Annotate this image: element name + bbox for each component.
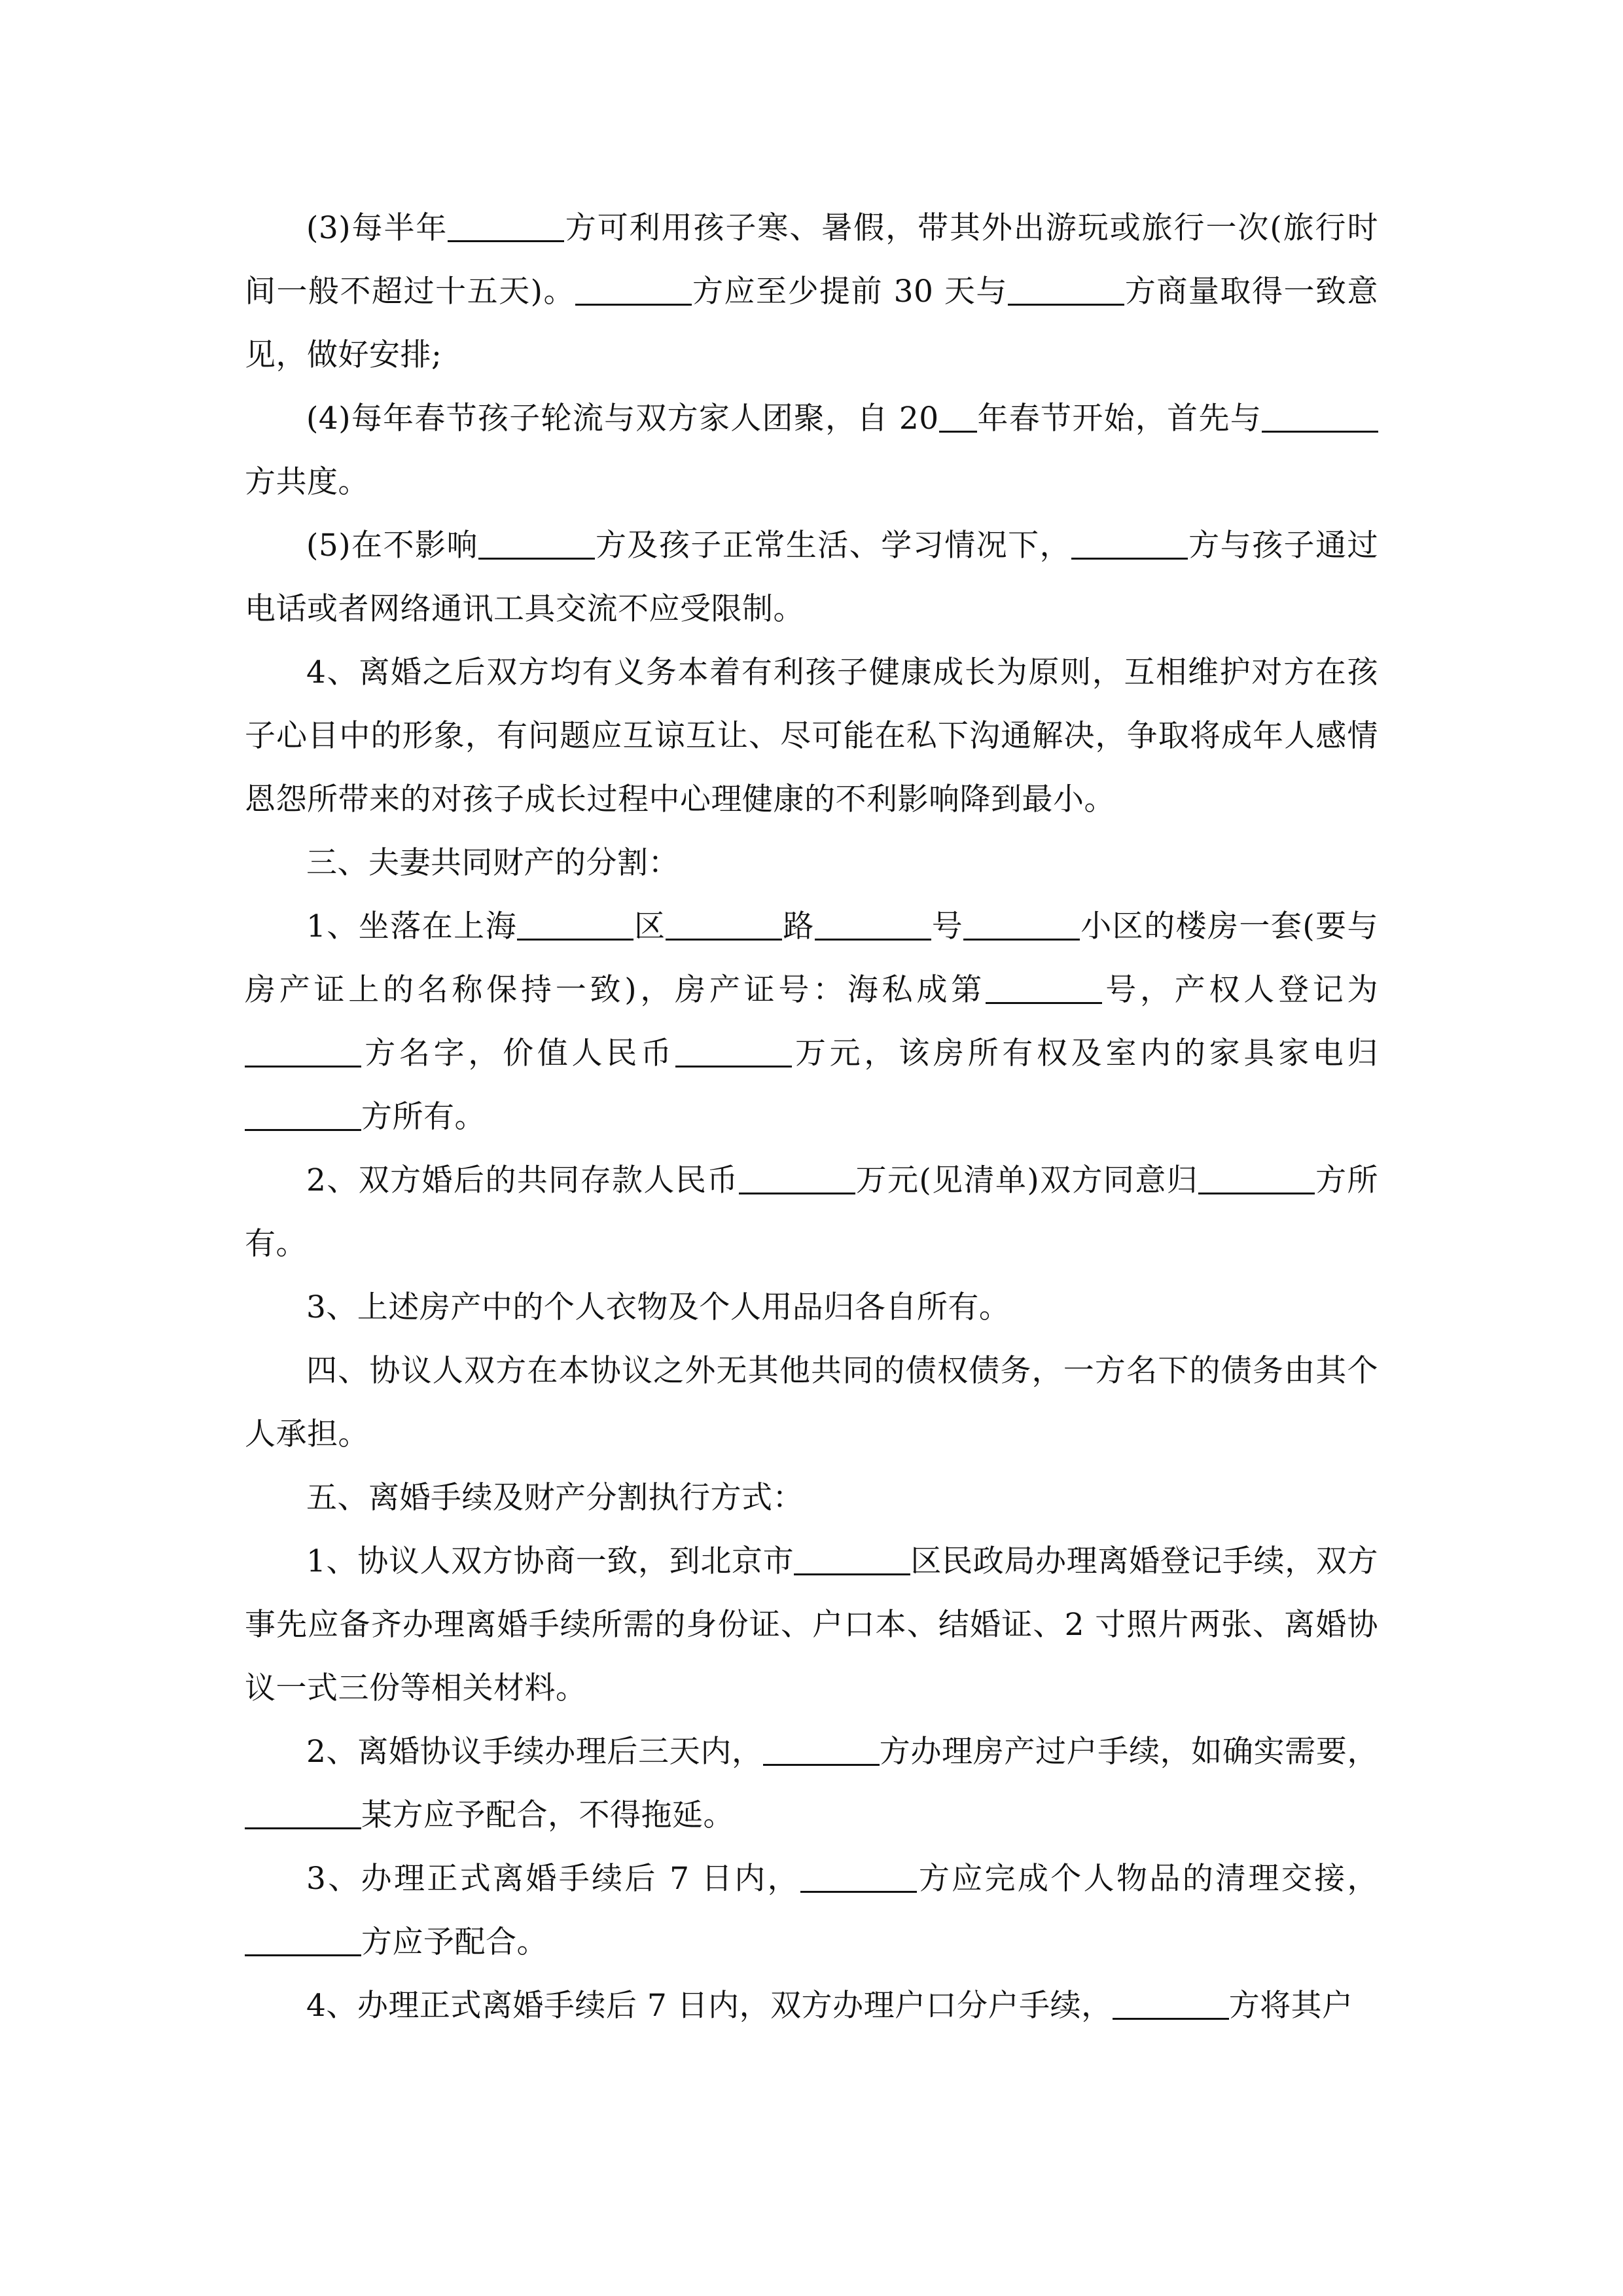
paragraph-text: 路 (782, 908, 815, 944)
paragraph-text: 4、离婚之后双方均有义务本着有利孩子健康成长为原则，互相维护对方在孩子心目中的形象，有问题应互谅互让、尽可能在私下沟通解决，争取将成年人感情恩怨所带来的对孩子成长过程中心理健康的不利影响降到最小。 (245, 655, 1378, 817)
paragraph (245, 1339, 1378, 1466)
paragraph (245, 1847, 1378, 1974)
paragraph (245, 1149, 1378, 1276)
paragraph-text: 4、办理正式离婚手续后 7 日内，双方办理户口分户手续， (306, 1988, 1113, 2024)
paragraph (245, 196, 1378, 387)
paragraph-text: 方与孩子通过电话或者网络通讯工具交流不应受限制。 (245, 528, 1379, 627)
fill-in-blank (1198, 1162, 1315, 1194)
fill-in-blank (517, 908, 633, 941)
fill-in-blank (800, 1860, 917, 1893)
paragraph-text: 方将其户 (1228, 1988, 1353, 2024)
paragraph-text: 小区的楼房一套(要与房产证上的名称保持一致)，房产证号：海私成第 (245, 908, 1379, 1008)
fill-in-blank (794, 1543, 910, 1575)
paragraph-text: 某方应予配合，不得拖延。 (361, 1797, 734, 1833)
fill-in-blank (245, 1035, 361, 1067)
paragraph (245, 895, 1378, 1149)
fill-in-blank (666, 908, 782, 941)
fill-in-blank (1071, 527, 1188, 560)
paragraph-text: (3)每半年 (306, 210, 448, 246)
paragraph-text: 三、夫妻共同财产的分割： (306, 845, 679, 881)
fill-in-blank (245, 1797, 361, 1829)
paragraph-text: 2、离婚协议手续办理后三天内， (306, 1734, 763, 1770)
fill-in-blank (575, 273, 692, 306)
fill-in-blank (245, 1098, 361, 1131)
paragraph-text: 方名字，价值人民币 (361, 1035, 675, 1071)
paragraph (245, 1720, 1378, 1847)
paragraph-text: 方应至少提前 30 天与 (692, 274, 1008, 310)
paragraph-text: 3、办理正式离婚手续后 7 日内， (306, 1861, 800, 1897)
fill-in-blank (939, 400, 977, 433)
paragraph-text: 号 (931, 908, 964, 944)
paragraph-text: 方所有。 (245, 1162, 1378, 1262)
paragraph-text: 2、双方婚后的共同存款人民币 (306, 1162, 739, 1198)
paragraph-text: 方应完成个人物品的清理交接， (916, 1861, 1378, 1897)
paragraph-text: 方共度。 (245, 464, 369, 500)
fill-in-blank (1113, 1987, 1229, 2020)
paragraph-text: 区民政局办理离婚登记手续，双方事先应备齐办理离婚手续所需的身份证、户口本、结婚证、2 寸照片两张、离婚协议一式三份等相关材料。 (245, 1543, 1379, 1706)
paragraph (245, 1276, 1378, 1339)
paragraph-text: 万元，该房所有权及室内的家具家电归 (791, 1035, 1379, 1071)
paragraph-text: 方商量取得一致意见，做好安排; (245, 274, 1378, 373)
paragraph-text: 方及孩子正常生活、学习情况下， (594, 528, 1072, 564)
paragraph-text: 1、坐落在上海 (306, 908, 518, 944)
paragraph (245, 831, 1378, 895)
paragraph-text: 号，产权人登记为 (1101, 972, 1378, 1008)
fill-in-blank (245, 1924, 361, 1956)
paragraph-text: 方办理房产过户手续，如确实需要， (879, 1734, 1378, 1770)
fill-in-blank (478, 527, 595, 560)
paragraph-text: 3、上述房产中的个人衣物及个人用品归各自所有。 (306, 1289, 1010, 1325)
paragraph (245, 1974, 1378, 2037)
fill-in-blank (763, 1733, 880, 1766)
paragraph-text: 方应予配合。 (361, 1924, 548, 1960)
paragraph (245, 1466, 1378, 1530)
paragraph-text: 方可利用孩子寒、暑假，带其外出游玩或旅行一次(旅行时间一般不超过十五天)。 (245, 210, 1378, 310)
fill-in-blank (815, 908, 931, 941)
document-body (245, 196, 1378, 2037)
paragraph-text: (4)每年春节孩子轮流与双方家人团聚，自 20 (306, 401, 939, 437)
paragraph-text: (5)在不影响 (306, 528, 478, 564)
fill-in-blank (448, 209, 564, 242)
paragraph (245, 514, 1378, 641)
paragraph-text: 方所有。 (361, 1099, 486, 1135)
fill-in-blank (675, 1035, 792, 1067)
paragraph-text: 区 (633, 908, 666, 944)
fill-in-blank (739, 1162, 855, 1194)
fill-in-blank (963, 908, 1080, 941)
fill-in-blank (1262, 400, 1378, 433)
fill-in-blank (986, 971, 1102, 1004)
paragraph-text: 四、协议人双方在本协议之外无其他共同的债权债务，一方名下的债务由其个人承担。 (245, 1353, 1378, 1452)
paragraph (245, 1530, 1378, 1720)
paragraph (245, 641, 1378, 831)
paragraph-text: 五、离婚手续及财产分割执行方式： (306, 1480, 804, 1516)
paragraph-text: 万元(见清单)双方同意归 (855, 1162, 1199, 1198)
paragraph (245, 387, 1378, 514)
paragraph-text: 1、协议人双方协商一致，到北京市 (306, 1543, 794, 1579)
paragraph-text: 年春节开始，首先与 (976, 401, 1262, 437)
fill-in-blank (1008, 273, 1124, 306)
